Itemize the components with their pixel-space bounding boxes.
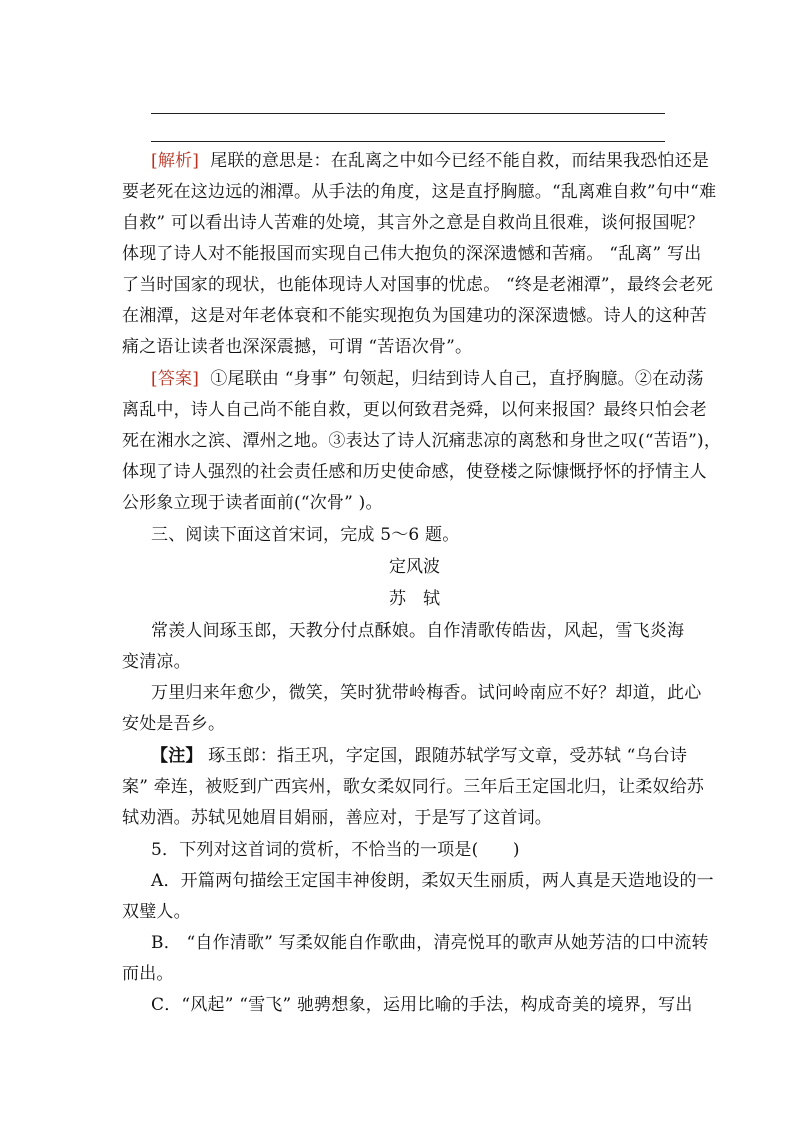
answer-line-3: 死在湘水之滨、潭州之地。③表达了诗人沉痛悲凉的离愁和身世之叹(“苦语”)， <box>122 431 722 451</box>
answer-tag: [答案] <box>151 369 200 389</box>
poem-author: 苏 轼 <box>389 589 440 609</box>
question-stem: 5．下列对这首词的赏析，不恰当的一项是( ) <box>151 840 520 860</box>
poem-title: 定风波 <box>389 557 440 577</box>
analysis-line-7: 痛之语让读者也深深震撼，可谓 “苦语次骨”。 <box>122 337 473 357</box>
note-line-1: 【注】 琢玉郎：指王巩，字定国，跟随苏轼学写文章，受苏轼 “乌台诗 <box>151 746 688 766</box>
answer-blank-line-2 <box>151 141 665 142</box>
answer-line-4: 体现了诗人强烈的社会责任感和历史使命感，使登楼之际慷慨抒怀的抒情主人 <box>122 462 707 482</box>
option-b-line-2: 而出。 <box>122 964 174 984</box>
section-heading: 三、阅读下面这首宋词，完成 5～6 题。 <box>151 525 460 545</box>
option-a-line-1: A．开篇两句描绘王定国丰神俊朗，柔奴天生丽质，两人真是天造地设的一 <box>151 871 714 891</box>
analysis-line-5: 了当时国家的现状，也能体现诗人对国事的忧虑。 “终是老湘潭”，最终会老死 <box>122 275 713 295</box>
note-tag: 【注】 <box>151 746 203 766</box>
poem-stanza2-line1: 万里归来年愈少，微笑，笑时犹带岭梅香。试问岭南应不好？却道，此心 <box>151 683 702 703</box>
answer-line-5: 公形象立现于读者面前(“次骨” )。 <box>122 493 383 513</box>
poem-stanza1-line2: 变清凉。 <box>122 652 191 672</box>
analysis-line-3: 自救” 可以看出诗人苦难的处境，其言外之意是自救尚且很难，谈何报国呢？ <box>122 213 705 233</box>
option-c-line-1: C．“风起” “雪飞” 驰骋想象，运用比喻的手法，构成奇美的境界，写出 <box>151 995 693 1015</box>
answer-line-1: [答案] ①尾联由 “身事” 句领起，归结到诗人自己，直抒胸臆。②在动荡 <box>151 369 704 389</box>
analysis-line-6: 在湘潭，这是对年老体衰和不能实现抱负为国建功的深深遗憾。诗人的这种苦 <box>122 306 707 326</box>
answer-blank-line-1 <box>151 113 665 114</box>
poem-stanza1-line1: 常羡人间琢玉郎，天教分付点酥娘。自作清歌传皓齿，风起，雪飞炎海 <box>151 621 685 641</box>
analysis-line-4: 体现了诗人对不能报国而实现自己伟大抱负的深深遗憾和苦痛。 “乱离” 写出 <box>122 244 702 264</box>
analysis-line-2: 要老死在这边远的湘潭。从手法的角度，这是直抒胸臆。“乱离难自救”句中“难 <box>122 182 717 202</box>
note-line-3: 轼劝酒。苏轼见她眉目娟丽，善应对，于是写了这首词。 <box>122 808 552 828</box>
option-b-line-1: B． “自作清歌” 写柔奴能自作歌曲，清亮悦耳的歌声从她芳洁的口中流转 <box>151 933 709 953</box>
note-line-2: 案” 牵连，被贬到广西宾州，歌女柔奴同行。三年后王定国北归，让柔奴给苏 <box>122 777 705 797</box>
poem-stanza2-line2: 安处是吾乡。 <box>122 714 226 734</box>
answer-line-2: 离乱中，诗人自己尚不能自救，更以何致君尧舜，以何来报国？最终只怕会老 <box>122 400 707 420</box>
analysis-tag: [解析] <box>151 151 200 171</box>
option-a-line-2: 双璧人。 <box>122 902 191 922</box>
analysis-line-1: [解析] 尾联的意思是：在乱离之中如今已经不能自救，而结果我恐怕还是 <box>151 151 710 171</box>
